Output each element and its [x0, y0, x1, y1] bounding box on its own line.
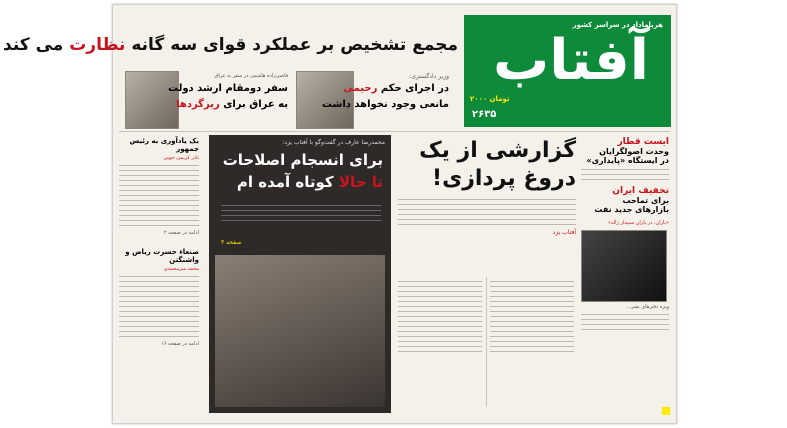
center-story-headline-1: برای انسجام اصلاحات — [222, 151, 383, 169]
right-column — [581, 137, 669, 417]
right-ad-label: ویژه دفترهای نشر... — [626, 304, 669, 310]
top-story-2-line1: سفر دومقام ارشد دولت — [168, 83, 288, 94]
center-story — [209, 135, 391, 413]
center-story-kicker: محمدرضا عارف در گفت‌وگو با آفتاب یزد: — [282, 139, 385, 146]
top-headline — [3, 35, 458, 55]
top-story-2-kicker: قاضی‌زاده هاشمی در سفر به عراق — [214, 73, 288, 79]
top-story-1 — [296, 71, 451, 127]
top-story-1-line2: مانعی وجود نخواهد داشت — [321, 99, 449, 110]
top-story-2-photo — [125, 71, 179, 129]
main-story-headline-1: گزارشی از یک — [419, 138, 576, 163]
top-headline-suffix: می کند — [3, 35, 64, 55]
right-ad-title: «باران، در باران سپیدار ژاله» — [607, 220, 669, 226]
right-item-1-subtitle: وحدت اصولگرایان — [599, 147, 669, 156]
masthead — [464, 15, 671, 127]
left-section-1-ref: ادامه در صفحه ۲ — [163, 230, 199, 236]
main-story-headline-2: دروغ پردازی! — [432, 166, 576, 191]
right-item-1-title: ایست قطار — [617, 137, 669, 147]
right-item-2-subtitle2: بازارهای جدید نفت — [594, 205, 669, 214]
center-story-text — [221, 201, 381, 225]
top-story-1-line1: در اجرای حکم رحیمی — [343, 83, 449, 94]
right-ad-image — [581, 230, 667, 302]
main-story-col-right — [490, 277, 574, 356]
left-section-2-ref: ادامه در صفحه ۱۶ — [161, 341, 199, 347]
center-story-page-ref: صفحه ۳ — [221, 239, 242, 246]
main-story-lead — [398, 199, 576, 225]
main-story — [398, 137, 576, 417]
main-story-highlight: آفتاب یزد — [552, 229, 576, 236]
left-column — [119, 137, 199, 417]
left-section-2-text — [119, 276, 199, 337]
top-story-1-kicker: وزیر دادگستری: — [409, 73, 449, 80]
right-item-1-subtitle2: در ایستگاه «پایداری» — [586, 156, 669, 165]
top-story-2-line2: به عراق برای ریزگردها — [176, 99, 288, 110]
masthead-tagline: هرباماداد در سراسر کشور — [572, 21, 663, 29]
right-item-2-title: تخفیف ایران — [612, 186, 669, 196]
left-section-2-author: محمد میرمحمدی — [163, 266, 199, 272]
main-story-col-left — [398, 277, 482, 356]
left-section-1-title: یک یادآوری به رئیس جمهور — [129, 137, 199, 153]
right-item-1-text — [581, 169, 669, 180]
header-rule — [119, 131, 670, 132]
right-ad-text — [581, 314, 669, 330]
top-headline-prefix: مجمع تشخیص بر عملکرد قوای سه گانه — [131, 35, 458, 55]
center-story-headline-2: تا حالا کوتاه آمده ام — [236, 173, 383, 191]
left-section-1-text — [119, 165, 199, 226]
top-story-2 — [125, 71, 290, 127]
masthead-issue-number: ۲۶۳۵ — [472, 109, 497, 120]
right-item-2-subtitle: برای تماحب — [622, 196, 669, 205]
center-story-photo — [215, 255, 385, 407]
masthead-price: ۲۰۰۰ تومان — [470, 95, 510, 103]
newspaper-front-page — [3, 4, 677, 424]
left-section-1-author: نادر کریمی جونی — [163, 155, 199, 161]
main-story-column-rule — [486, 277, 487, 407]
top-headline-highlight: نظارت — [69, 35, 126, 55]
corner-marker — [662, 407, 670, 415]
left-section-2-title: صنعاء حسرت ریاض و واشنگتن — [125, 248, 199, 264]
masthead-title: آفتاب — [492, 28, 649, 93]
